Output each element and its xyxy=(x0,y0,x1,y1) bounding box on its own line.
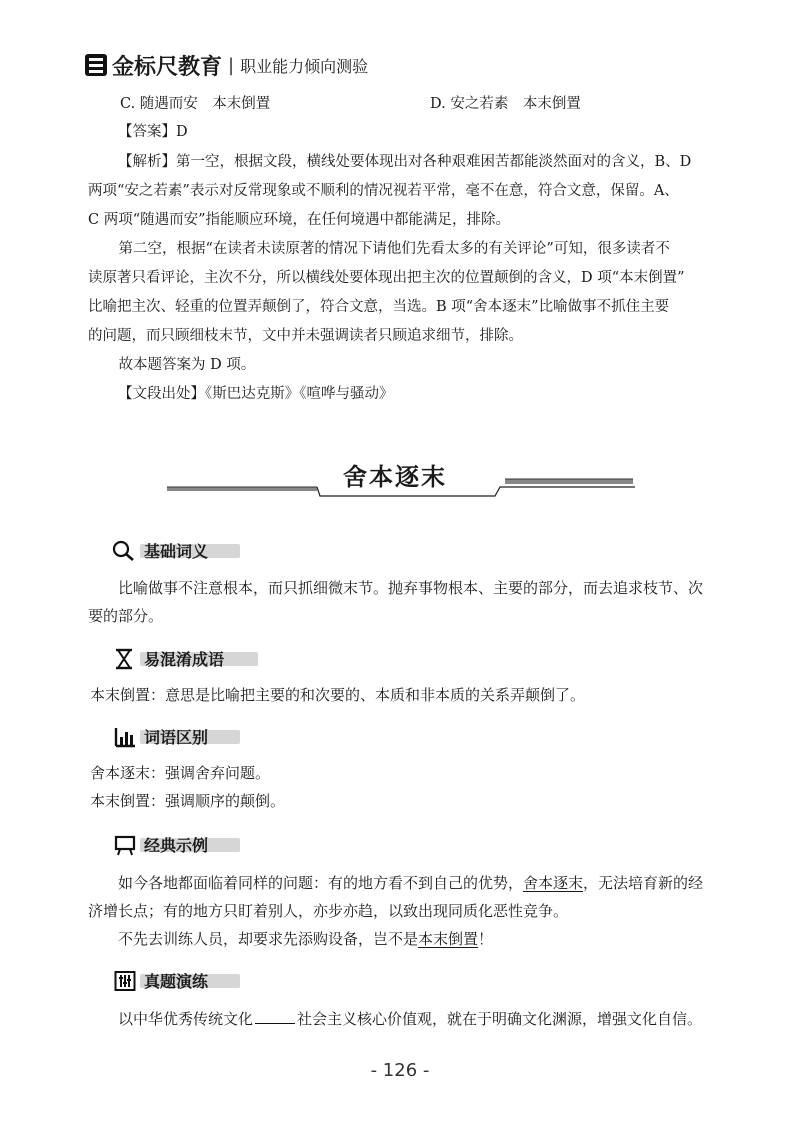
option-c: C. 随遇而安 本末倒置 xyxy=(120,96,271,112)
section-title: 易混淆成语 xyxy=(144,649,225,669)
distinction-line: 本末倒置：强调顺序的颠倒。 xyxy=(90,794,286,810)
example-line-3 xyxy=(118,928,493,949)
meaning-line: 比喻做事不注意根本，而只抓细微末节。抛弃事物根本、主要的部分，而去追求枝节、次 xyxy=(118,581,704,597)
analysis-line: 第二空，根据“在读者未读原著的情况下请他们先看太多的有关评论”可知，很多读者不 xyxy=(104,241,670,257)
analysis-line: 两项“安之若素”表示对反常现象或不顺利的情况视若平常，毫不在意，符合文意，保留。A、 xyxy=(88,183,679,199)
example-underlined: 本末倒置 xyxy=(418,932,479,948)
brand-name: 金标尺教育 xyxy=(112,54,223,80)
example-text: 不先去训练人员，却要求先添购设备，岂不是 xyxy=(118,932,419,948)
meaning-line: 要的部分。 xyxy=(88,609,164,625)
section-title: 真题演练 xyxy=(144,971,209,991)
page-header xyxy=(84,50,368,80)
practice-text: 社会主义核心价值观，就在于明确文化渊源，增强文化自信。 xyxy=(297,1012,703,1028)
distinction-line: 舍本逐末：强调舍弃问题。 xyxy=(90,766,271,782)
bar-chart-icon xyxy=(114,726,136,748)
analysis-line: C 两项“随遇而安”指能顺应环境，在任何境遇中都能满足，排除。 xyxy=(88,212,511,228)
example-text: 如今各地都面临着同样的问题：有的地方看不到自己的优势， xyxy=(118,876,524,892)
analysis-line: 故本题答案为 D 项。 xyxy=(104,357,256,373)
analysis-line: 的问题，而只顾细枝末节，文中并未强调读者只顾追求细节，排除。 xyxy=(88,328,523,344)
example-underlined: 舍本逐末 xyxy=(523,876,584,892)
example-line-1 xyxy=(118,872,703,893)
section-header-distinction xyxy=(112,722,208,750)
book-logo-icon xyxy=(84,53,108,77)
section-header-practice xyxy=(112,966,208,994)
analysis-line: 比喻把主次、轻重的位置弄颠倒了，符合文意，当选。B 项“舍本逐末”比喻做事不抓住主要 xyxy=(88,299,670,315)
practice-line xyxy=(118,1008,702,1029)
fill-in-blank xyxy=(255,1009,295,1024)
confusable-line: 本末倒置：意思是比喻把主要的和次要的、本质和非本质的关系弄颠倒了。 xyxy=(90,688,586,704)
monitor-icon xyxy=(114,834,136,856)
analysis-line: 【解析】第一空，根据文段，横线处要体现出对各种艰难困苦都能淡然面对的含义，B、D xyxy=(118,154,692,170)
section-header-confusable xyxy=(112,644,224,672)
practice-text: 以中华优秀传统文化 xyxy=(118,1012,254,1028)
entry-title: 舍本逐末 xyxy=(343,461,447,491)
option-d: D. 安之若素 本末倒置 xyxy=(430,96,581,112)
header-separator: | xyxy=(228,54,235,76)
header-subtitle: 职业能力倾向测验 xyxy=(240,56,369,76)
section-title: 经典示例 xyxy=(144,835,209,855)
section-title: 基础词义 xyxy=(144,541,209,561)
analysis-line: 读原著只看评论，主次不分，所以横线处要体现出把主次的位置颠倒的含义，D 项“本末倒置” xyxy=(88,270,685,286)
search-icon xyxy=(112,540,136,562)
sliders-icon xyxy=(114,970,136,992)
section-header-examples xyxy=(112,830,208,858)
example-text: ，无法培育新的经 xyxy=(583,876,704,892)
section-title: 词语区别 xyxy=(144,727,209,747)
hourglass-icon xyxy=(114,648,134,670)
source: 【文段出处】《斯巴达克斯》《喧哗与骚动》 xyxy=(118,386,394,402)
example-text: ！ xyxy=(478,932,494,948)
page-number: - 126 - xyxy=(370,1060,430,1081)
section-header-meaning xyxy=(112,536,208,564)
example-line-2: 济增长点；有的地方只盯着别人，亦步亦趋，以致出现同质化恶性竞争。 xyxy=(88,904,569,920)
answer: 【答案】D xyxy=(118,124,188,140)
